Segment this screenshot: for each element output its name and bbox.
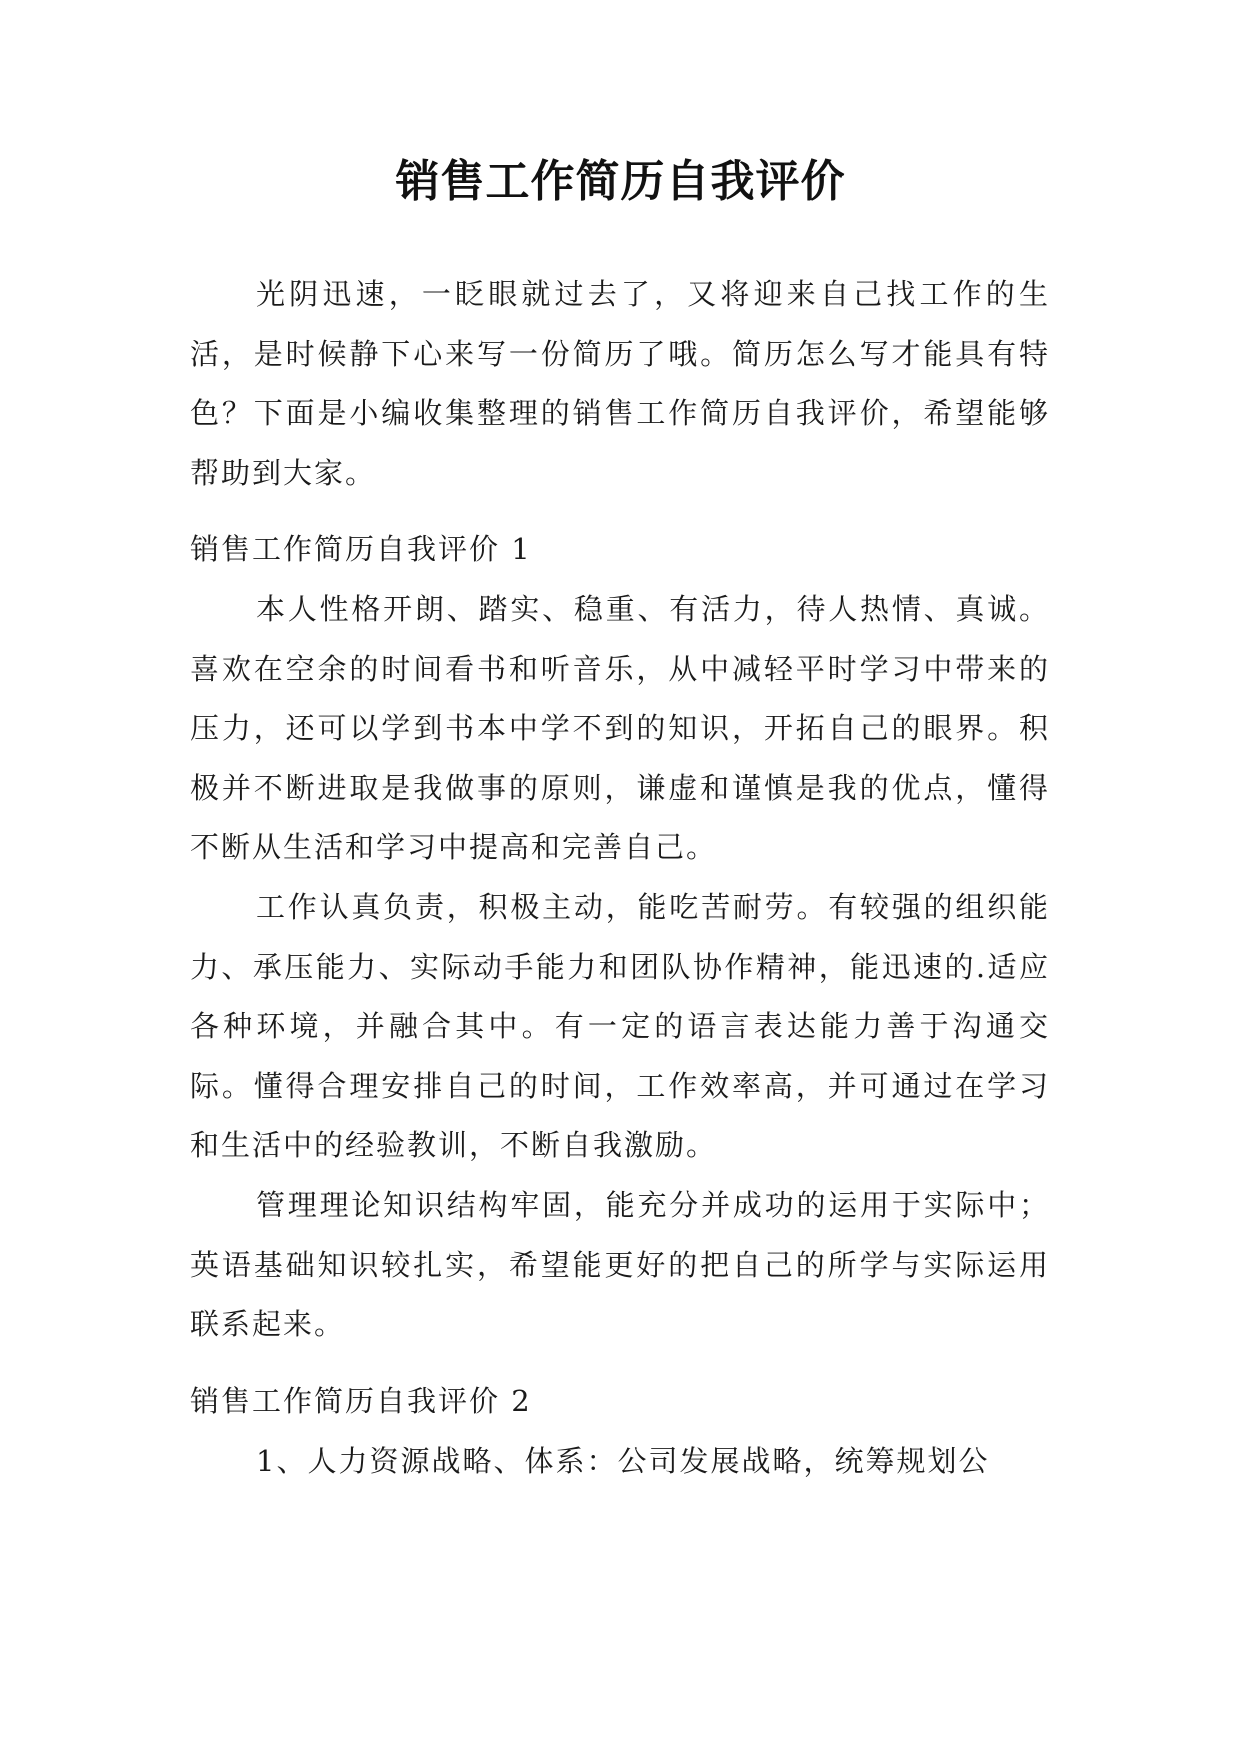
section-2-paragraph-1: 1、人力资源战略、体系：公司发展战略，统筹规划公	[256, 1444, 990, 1478]
section-1-paragraph-3: 管理理论知识结构牢固，能充分并成功的运用于实际中；英语基础知识较扎实，希望能更好的把自己的所学与实际运用联系起来。	[190, 1188, 1050, 1341]
section-1-paragraph-1: 本人性格开朗、踏实、稳重、有活力，待人热情、真诚。喜欢在空余的时间看书和听音乐，从中减轻平时学习中带来的压力，还可以学到书本中学不到的知识，开拓自己的眼界。积极并不断进取是我做事的原则，谦虚和谨慎是我的优点，懂得不断从生活和学习中提高和完善自己。	[190, 592, 1050, 864]
section-heading-2: 销售工作简历自我评价 2	[190, 1384, 532, 1418]
document-title: 销售工作简历自我评价	[395, 156, 846, 207]
section-heading-1: 销售工作简历自我评价 1	[190, 532, 532, 566]
intro-paragraph: 光阴迅速，一眨眼就过去了，又将迎来自己找工作的生活，是时候静下心来写一份简历了哦。简历怎么写才能具有特色？下面是小编收集整理的销售工作简历自我评价，希望能够帮助到大家。	[190, 277, 1050, 490]
section-1-paragraph-2: 工作认真负责，积极主动，能吃苦耐劳。有较强的组织能力、承压能力、实际动手能力和团队协作精神，能迅速的.适应各种环境，并融合其中。有一定的语言表达能力善于沟通交际。懂得合理安排自己的时间，工作效率高，并可通过在学习和生活中的经验教训，不断自我激励。	[190, 890, 1050, 1162]
